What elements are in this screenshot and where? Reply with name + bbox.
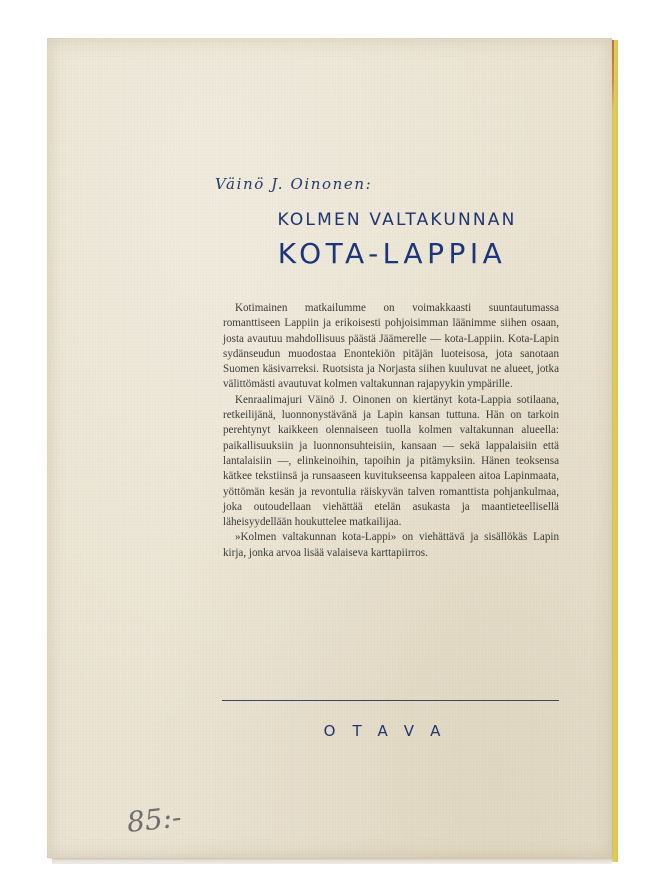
blurb-paragraph-1: Kotimainen matkailumme on voimakkaasti suuntautumassa romanttiseen Lappiin ja erikoisesti pohjoisimman läänimme siihen osaan, josta avautuu mahdollisuus päästä Jäämerelle — kota-Lappiin. Kota-Lapin sydänseudun muodostaa Enontekiön pitäjän luoteisosa, jota sanotaan Suomen käsivarreksi. Ruotsista ja Norjasta siihen kuuluvat ne alueet, jotka välittömästi avautuvat kolmen valtakunnan rajapyykin ympärille. <box>223 302 559 391</box>
divider-line <box>222 700 559 701</box>
author-name: Väinö J. Oinonen: <box>215 175 373 193</box>
blurb-paragraph-2: Kenraalimajuri Väinö J. Oinonen on kiertänyt kota-Lappia sotilaana, retkeilijänä, luonnonystävänä ja Lapin kansan tuttuna. Hän on tarkoin perehtynyt kaikkeen olennaiseen tuolla kolmen valtakunnan alueella: paikallisuuksiin ja luonnonsuhteisiin, kansaan — sekä lappalaisiin että lantalaisiin —, elinkeinoihin, tapoihin ja pitämyksiin. Hänen teoksensa kätkee tekstiinsä ja runsaaseen kuvitukseensa kappaleen aitoa Lapinmaata, yöttömän kesän ja revontulia räiskyvän talven romanttista pohjankulmaa, joka outoudellaan viehättää etelän asukasta ja maantieteellisellä läheisyydellään houkuttelee matkailijaa. <box>223 393 559 529</box>
handwritten-price: 85:- <box>125 800 183 839</box>
title-line-2: KOTA-LAPPIA <box>277 237 507 270</box>
title-line-1: KOLMEN VALTAKUNNAN <box>277 210 517 230</box>
blurb-text <box>223 301 559 561</box>
publisher-name: OTAVA <box>323 722 458 740</box>
blurb-paragraph-3: »Kolmen valtakunnan kota-Lappi» on viehättävä ja sisällökäs Lapin kirja, jonka arvoa lisää valaiseva karttapiirros. <box>223 531 559 559</box>
book-back-cover <box>47 38 612 858</box>
